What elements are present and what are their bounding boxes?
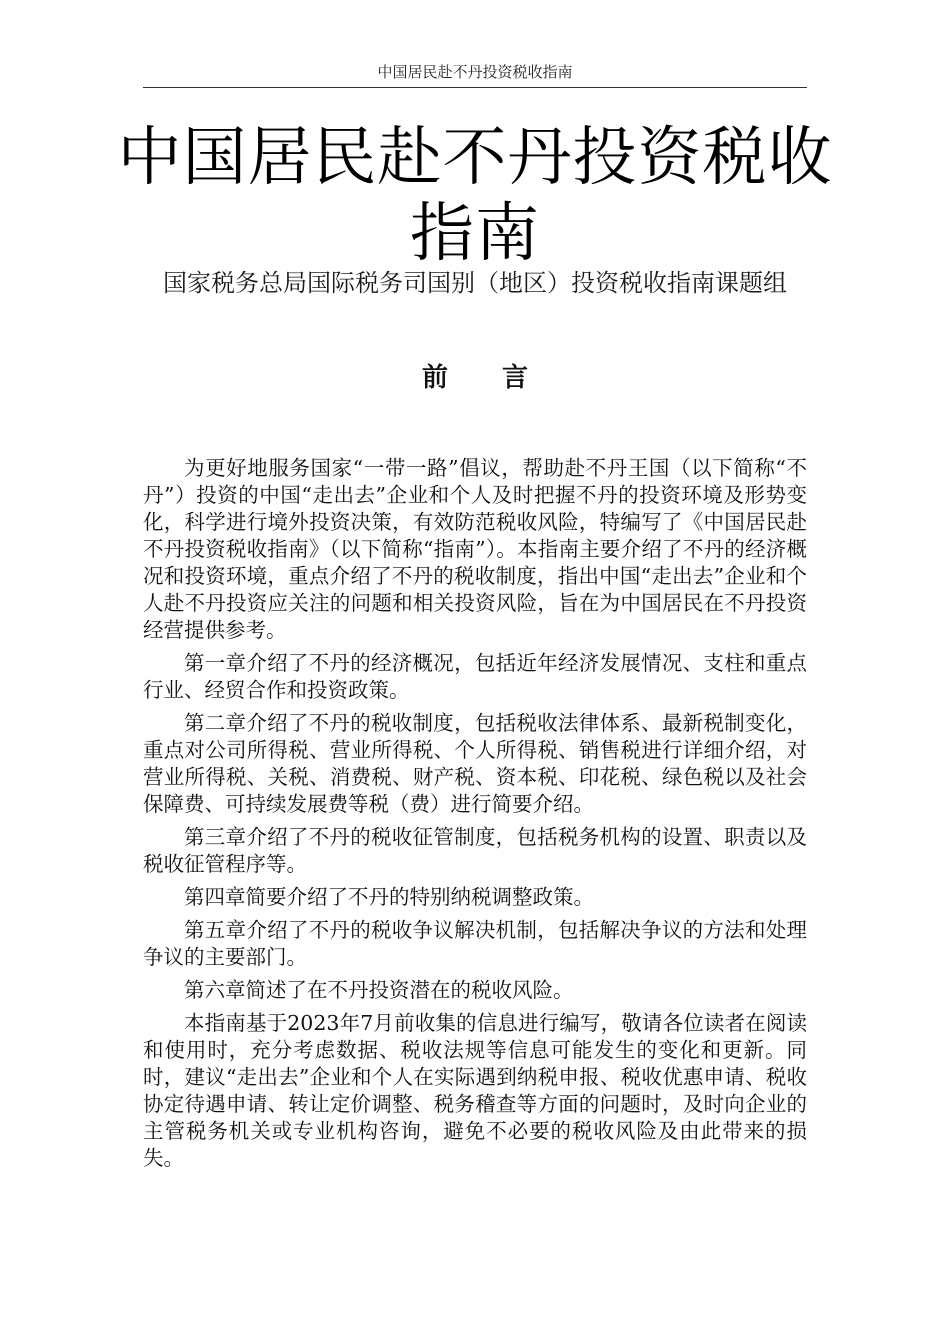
document-title-line-2: 指南 — [410, 197, 540, 271]
paragraph-chapter-6: 第六章简述了在不丹投资潜在的税收风险。 — [184, 978, 574, 1002]
paragraph-chapter-3: 第三章介绍了不丹的税收征管制度，包括税务机构的设置、职责以及税收征管程序等。 — [143, 825, 807, 876]
paragraph-intro: 为更好地服务国家“一带一路”倡议，帮助赴不丹王国（以下简称“不丹”）投资的中国“走出去”企业和个人及时把握不丹的投资环境及形势变化，科学进行境外投资决策，有效防范税收风险，特编写了《中国居民赴不丹投资税收指南》（以下简称“指南”）。本指南主要介绍了不丹的经济概况和投资环境，重点介绍了不丹的税收制度，指出中国“走出去”企业和个人赴不丹投资应关注的问题和相关投资风险，旨在为中国居民在不丹投资经营提供参考。 — [143, 456, 807, 642]
paragraph-chapter-4: 第四章简要介绍了不丹的特别纳税调整政策。 — [184, 885, 594, 909]
paragraph-disclaimer: 本指南基于2023年7月前收集的信息进行编写，敬请各位读者在阅读和使用时，充分考虑数据、税收法规等信息可能发生的变化和更新。同时，建议“走出去”企业和个人在实际遇到纳税申报、税收优惠申请、税收协定待遇申请、转让定价调整、税务稽查等方面的问题时，及时向企业的主管税务机关或专业机构咨询，避免不必要的税收风险及由此带来的损失。 — [143, 1011, 807, 1170]
preface-body — [143, 455, 807, 1178]
document-title — [100, 120, 850, 272]
header-divider — [143, 87, 807, 88]
running-header: 中国居民赴不丹投资税收指南 — [377, 63, 573, 81]
document-title-line-1: 中国居民赴不丹投资税收 — [117, 121, 833, 195]
paragraph-chapter-5: 第五章介绍了不丹的税收争议解决机制，包括解决争议的方法和处理争议的主要部门。 — [143, 918, 807, 969]
preface-heading: 前言 — [421, 363, 582, 393]
document-subtitle: 国家税务总局国际税务司国别（地区）投资税收指南课题组 — [163, 269, 787, 297]
paragraph-chapter-2: 第二章介绍了不丹的税收制度，包括税收法律体系、最新税制变化，重点对公司所得税、营业所得税、个人所得税、销售税进行详细介绍，对营业所得税、关税、消费税、财产税、资本税、印花税、绿色税以及社会保障费、可持续发展费等税（费）进行简要介绍。 — [143, 711, 807, 816]
paragraph-chapter-1: 第一章介绍了不丹的经济概况，包括近年经济发展情况、支柱和重点行业、经贸合作和投资政策。 — [143, 651, 807, 702]
